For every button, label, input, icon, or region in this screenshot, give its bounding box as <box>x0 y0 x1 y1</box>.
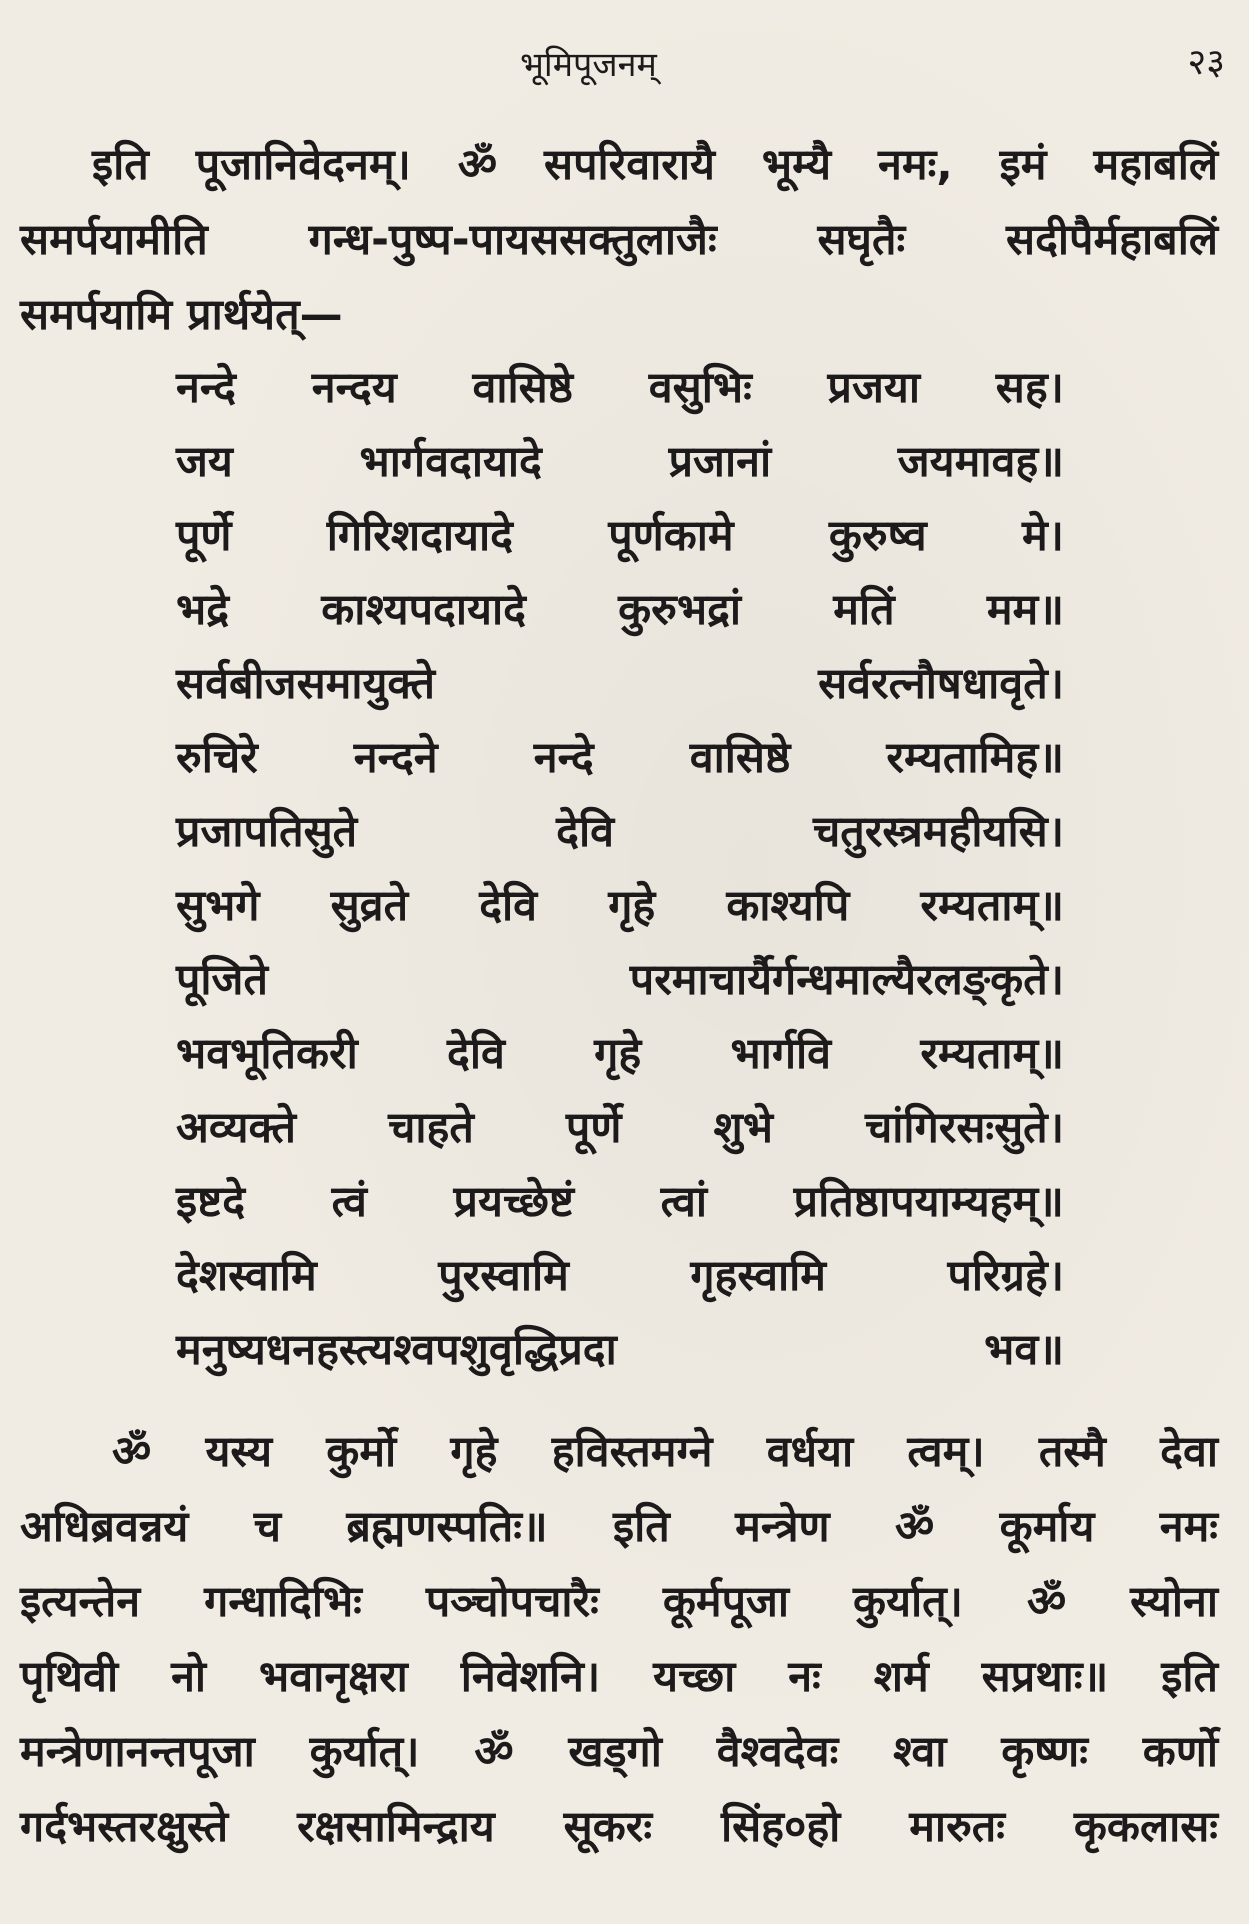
verse-word: चाहते <box>388 1103 474 1153</box>
closing-line: पृथिवी नो भवानृक्षरा निवेशनि। यच्छा नः शर्म सप्रथाः॥ इति <box>20 1652 1218 1702</box>
verse-word: शुभे <box>713 1103 773 1153</box>
verse-word: सर्वरत्नौषधावृते। <box>818 659 1064 709</box>
verse-word: मतिं <box>833 585 895 635</box>
verse-word: गृहे <box>594 1029 642 1079</box>
verse-word: रम्यताम्॥ <box>920 1029 1064 1079</box>
verse-word: प्रजापतिसुते <box>176 807 358 857</box>
verse-word: मम॥ <box>986 585 1064 635</box>
verse-word: परिग्रहे। <box>947 1251 1064 1301</box>
verse-word: काश्यपि <box>726 881 850 931</box>
verse-word: भार्गवि <box>730 1029 832 1079</box>
verse-word: वासिष्ठे <box>689 733 791 783</box>
verse-line <box>176 1244 1064 1318</box>
verse-word: नन्दे <box>533 733 594 783</box>
verse-word: मनुष्यधनहस्त्यश्वपशुवृद्धिप्रदा <box>176 1325 617 1375</box>
verse-word: मे। <box>1021 511 1064 561</box>
verse-word: त्वं <box>331 1177 367 1227</box>
verse-word: पूर्णे <box>565 1103 622 1153</box>
verse-line <box>176 430 1064 504</box>
verse-word: पूर्णकामे <box>608 511 734 561</box>
verse-word: भव॥ <box>984 1325 1064 1375</box>
verse-line <box>176 1318 1064 1392</box>
intro-line: इति पूजानिवेदनम्। ॐ सपरिवारायै भूम्यै नमः, इमं महाबलिं <box>92 140 1218 190</box>
verse-word: रम्यतामिह॥ <box>886 733 1064 783</box>
verse-word: रुचिरे <box>176 733 258 783</box>
verse-word: सर्वबीजसमायुक्ते <box>176 659 435 709</box>
verse-word: गृहस्वामि <box>690 1251 826 1301</box>
verse-line <box>176 652 1064 726</box>
verse-line <box>176 356 1064 430</box>
running-title: भूमिपूजनम् <box>520 45 657 85</box>
verse-word: इष्टदे <box>176 1177 246 1227</box>
verse-line <box>176 578 1064 652</box>
verse-word: जयमावह॥ <box>897 437 1064 487</box>
verse-word: प्रजानां <box>668 437 772 487</box>
verse-word: सुव्रते <box>330 881 409 931</box>
verse-word: चतुरस्त्रमहीयसि। <box>813 807 1064 857</box>
verse-word: भवभूतिकरी <box>176 1029 358 1079</box>
verse-word: काश्यपदायादे <box>321 585 526 635</box>
verse-word: त्वां <box>660 1177 708 1227</box>
intro-line: समर्पयामि प्रार्थयेत्— <box>20 290 343 340</box>
verse-word: वसुभिः <box>648 363 752 413</box>
verse-word: देवि <box>556 807 615 857</box>
page-number: २३ <box>1187 42 1225 83</box>
verse-word: प्रतिष्ठापयाम्यहम्॥ <box>793 1177 1064 1227</box>
verse-line <box>176 948 1064 1022</box>
verse-word: देवि <box>479 881 538 931</box>
verse-word: देशस्वामि <box>176 1251 317 1301</box>
verse-word: पुरस्वामि <box>438 1251 569 1301</box>
verse-line <box>176 874 1064 948</box>
verse-block <box>176 356 1064 1392</box>
verse-word: गृहे <box>608 881 656 931</box>
intro-paragraph <box>20 128 1218 353</box>
verse-line <box>176 1096 1064 1170</box>
intro-line: समर्पयामीति गन्ध-पुष्प-पायससक्तुलाजैः सघृतैः सदीपैर्महाबलिं <box>20 215 1218 265</box>
verse-word: भद्रे <box>176 585 230 635</box>
verse-line <box>176 504 1064 578</box>
verse-word: नन्दय <box>311 363 397 413</box>
verse-line <box>176 726 1064 800</box>
verse-word: अव्यक्ते <box>176 1103 297 1153</box>
verse-line <box>176 1022 1064 1096</box>
closing-line: मन्त्रेणानन्तपूजा कुर्यात्। ॐ खड्गो वैश्वदेवः श्वा कृष्णः कर्णो <box>20 1727 1218 1777</box>
verse-word: वासिष्ठे <box>472 363 574 413</box>
closing-line: ॐ यस्य कुर्मो गृहे हविस्तमग्ने वर्धया त्वम्। तस्मै देवा <box>112 1427 1218 1477</box>
verse-line <box>176 800 1064 874</box>
closing-line: अधिब्रवन्नयं च ब्रह्मणस्पतिः॥ इति मन्त्रेण ॐ कूर्माय नमः <box>20 1502 1218 1552</box>
verse-word: प्रजया <box>827 363 920 413</box>
verse-word: पूर्णे <box>176 511 232 561</box>
verse-word: नन्दे <box>176 363 236 413</box>
verse-word: जय <box>176 437 233 487</box>
verse-word: सुभगे <box>176 881 260 931</box>
verse-word: चांगिरसःसुते। <box>864 1103 1064 1153</box>
verse-line <box>176 1170 1064 1244</box>
closing-line: गर्दभस्तरक्षुस्ते रक्षसामिन्द्राय सूकरः सिंह०हो मारुतः कृकलासः <box>20 1802 1218 1852</box>
verse-word: देवि <box>447 1029 505 1079</box>
verse-word: रम्यताम्॥ <box>920 881 1064 931</box>
verse-word: कुरुभद्रां <box>618 585 742 635</box>
verse-word: परमाचार्यैर्गन्धमाल्यैरलङ्कृते। <box>629 955 1064 1005</box>
closing-paragraph <box>20 1415 1218 1865</box>
verse-word: प्रयच्छेष्टं <box>453 1177 575 1227</box>
page-header <box>0 28 1249 88</box>
verse-word: भार्गवदायादे <box>359 437 542 487</box>
verse-word: नन्दने <box>353 733 438 783</box>
closing-line: इत्यन्तेन गन्धादिभिः पञ्चोपचारैः कूर्मपूजा कुर्यात्। ॐ स्योना <box>20 1577 1218 1627</box>
verse-word: पूजिते <box>176 955 268 1005</box>
verse-word: सह। <box>995 363 1064 413</box>
verse-word: कुरुष्व <box>828 511 927 561</box>
verse-word: गिरिशदायादे <box>326 511 513 561</box>
